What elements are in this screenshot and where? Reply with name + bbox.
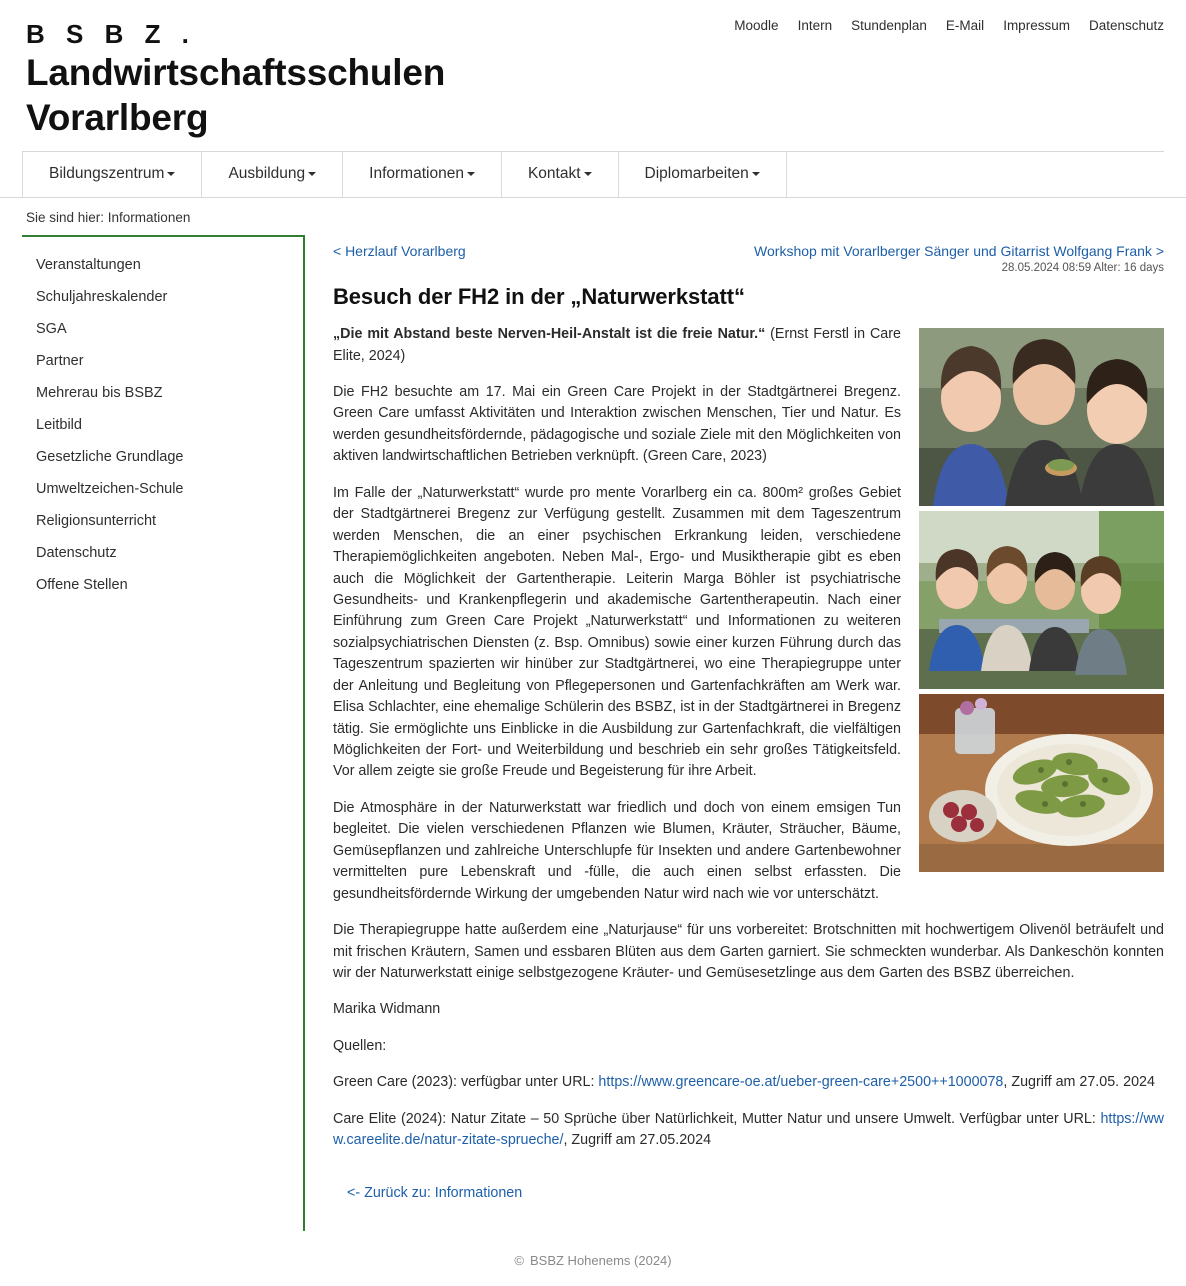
chevron-down-icon: [752, 172, 760, 176]
chevron-down-icon: [167, 172, 175, 176]
source-2-suffix: , Zugriff am 27.05.2024: [563, 1132, 712, 1149]
top-navigation: [734, 18, 1164, 33]
article-image-2: [919, 511, 1164, 689]
sources-heading: Quellen:: [333, 1037, 387, 1054]
sidebar-item-mehrerau-bis-bsbz[interactable]: Mehrerau bis BSBZ: [36, 385, 163, 402]
article-body: [333, 324, 1164, 1230]
nav-item-bildungszentrum-label: Bildungszentrum: [49, 165, 165, 183]
sidebar-item-sga[interactable]: SGA: [36, 321, 67, 338]
breadcrumb: Sie sind hier: Informationen: [26, 210, 191, 226]
site-footer: [0, 1231, 1186, 1286]
source-2-prefix: Care Elite (2024): Natur Zitate – 50 Sprüche über Natürlichkeit, Mutter Natur und unsere Umwelt. Verfügbar unter URL:: [333, 1110, 1101, 1127]
sidebar-item-partner[interactable]: Partner: [36, 353, 84, 370]
source-1-link[interactable]: https://www.greencare-oe.at/ueber-green-care+2500++1000078: [598, 1074, 1004, 1091]
source-item-2: [333, 1109, 1164, 1152]
article-pager: [333, 243, 1164, 274]
nav-item-informationen-label: Informationen: [369, 165, 464, 183]
article: [305, 235, 1164, 1230]
lead-quote-source: (Ernst Ferstl in Care Elite, 2024): [333, 326, 901, 364]
lead-quote-text: „Die mit Abstand beste Nerven-Heil-Anstalt ist die freie Natur.“: [333, 326, 766, 343]
sidebar-item-veranstaltungen[interactable]: Veranstaltungen: [36, 257, 141, 274]
chevron-down-icon: [308, 172, 316, 176]
brand-title-line2: Vorarlberg: [26, 96, 209, 138]
brand-acronym: B S B Z .: [26, 19, 196, 49]
nav-item-ausbildung-label: Ausbildung: [228, 165, 306, 183]
article-image-gallery: [919, 328, 1164, 877]
article-image-3: [919, 694, 1164, 872]
previous-article-link[interactable]: < Herzlauf Vorarlberg: [333, 243, 466, 260]
nav-item-kontakt[interactable]: [502, 152, 619, 197]
nav-item-diplomarbeiten[interactable]: [619, 152, 787, 197]
source-1-suffix: , Zugriff am 27.05. 2024: [1003, 1074, 1155, 1091]
source-1-prefix: Green Care (2023): verfügbar unter URL:: [333, 1074, 599, 1091]
page-title: Besuch der FH2 in der „Naturwerkstatt“: [333, 284, 745, 310]
nav-item-ausbildung[interactable]: [202, 152, 343, 197]
sidebar-item-datenschutz[interactable]: Datenschutz: [36, 545, 117, 562]
sidebar-item-umweltzeichen-schule[interactable]: Umweltzeichen-Schule: [36, 481, 184, 498]
article-image-1: [919, 328, 1164, 506]
topnav-item-datenschutz[interactable]: Datenschutz: [1088, 18, 1164, 33]
sidebar-item-religionsunterricht[interactable]: Religionsunterricht: [36, 513, 157, 530]
topnav-item-intern[interactable]: Intern: [797, 18, 833, 33]
site-header: [0, 0, 1186, 152]
header-divider: [22, 151, 1164, 152]
sidebar: [22, 235, 305, 1230]
article-paragraph-3: Die Atmosphäre in der Naturwerkstatt war friedlich und doch von einem emsigen Tun begleitet. Die vielen verschiedenen Pflanzen wie Blumen, Kräuter, Sträucher, Bäume, Gemüsepflanzen und zahlreiche Unterschlupfe für Insekten und andere Gartenbewohner vermittelten pure Lebenskraft und -fülle, die auch einen selbst erfassten. Die gesundheitsfördernde Wirkung der umgebenden Natur wird nach wie vor unterschätzt.: [333, 799, 901, 902]
sidebar-item-schuljahreskalender[interactable]: Schuljahreskalender: [36, 289, 168, 306]
article-author: Marika Widmann: [333, 1001, 441, 1018]
article-pager-right: [754, 243, 1164, 274]
topnav-item-moodle[interactable]: Moodle: [734, 18, 779, 33]
sidebar-item-leitbild[interactable]: Leitbild: [36, 417, 82, 434]
source-2-link[interactable]: https://www.careelite.de/natur-zitate-sprueche/: [333, 1110, 1164, 1149]
content-area: [0, 235, 1186, 1230]
nav-item-informationen[interactable]: [343, 152, 502, 197]
topnav-item-stundenplan[interactable]: Stundenplan: [851, 18, 927, 33]
sidebar-item-gesetzliche-grundlage[interactable]: Gesetzliche Grundlage: [36, 449, 184, 466]
topnav-item-impressum[interactable]: Impressum: [1003, 18, 1070, 33]
source-item-1: [333, 1072, 1164, 1093]
main-navigation: [0, 152, 1186, 198]
sidebar-item-offene-stellen[interactable]: Offene Stellen: [36, 577, 128, 594]
nav-item-bildungszentrum[interactable]: [22, 152, 202, 197]
chevron-down-icon: [467, 172, 475, 176]
next-article-link[interactable]: Workshop mit Vorarlberger Sänger und Gitarrist Wolfgang Frank >: [754, 243, 1164, 260]
nav-item-kontakt-label: Kontakt: [527, 165, 581, 183]
article-meta: 28.05.2024 08:59 Alter: 16 days: [1001, 262, 1164, 275]
nav-item-diplomarbeiten-label: Diplomarbeiten: [644, 165, 749, 183]
copyright-symbol: ©: [514, 1252, 524, 1268]
chevron-down-icon: [584, 172, 592, 176]
article-paragraph-2: Im Falle der „Naturwerkstatt“ wurde pro mente Vorarlberg ein ca. 800m² großes Gebiet der Stadtgärtnerei Bregenz zur Verfügung gestellt. Zusammen mit dem Tageszentrum werden Menschen, die an einer psychischen Erkrankung leiden, verschiedene Therapiemöglichkeiten angeboten. Neben Mal-, Ergo- und Musiktherapie gibt es eben auch die Möglichkeit der Gartentherapie. Leiterin Marga Böhler ist psychiatrische Gesundheits- und Krankenpflegerin und akademische Gartentherapeutin. Nach einer Einführung zum Green Care Projekt „Naturwerkstatt“ und Informationen zu weiteren sozialpsychiatrischen Diensten (z. Bsp. Omnibus) sowie einer kurzen Führung durch das Tageszentrum spazierten wir hinüber zur Stadtgärtnerei, wo eine Therapiegruppe unter der Anleitung und Begleitung von Pflegepersonen und Gartenfachkräften am Werk war. Elisa Schlachter, eine ehemalige Schülerin des BSBZ, ist in der Stadtgärtnerei in Bregenz tätig. Sie ermöglichte uns Einblicke in die Ausbildung zur Gartenfachkraft, die vielfältigen Möglichkeiten der Fort- und Weiterbildung und beschrieb ein sehr großes Tätigkeitsfeld. Vor allem zeigte sie große Freude und Begeisterung für ihre Arbeit.: [333, 484, 901, 780]
brand-title-line1: Landwirtschaftsschulen: [26, 51, 446, 93]
article-paragraph-1: Die FH2 besuchte am 17. Mai ein Green Care Projekt in der Stadtgärtnerei Bregenz. Green Care umfasst Aktivitäten und Interaktion zwischen Menschen, Tier und Natur. Es werden gesundheitsfördernde, pädagogische und soziale Ziele mit den Möglichkeiten von aktiven landwirtschaftlichen Betrieben verknüpft. (Green Care, 2023): [333, 384, 901, 465]
article-paragraph-4: Die Therapiegruppe hatte außerdem eine „Naturjause“ für uns vorbereitet: Brotschnitten mit hochwertigem Olivenöl beträufelt und mit frischen Kräutern, Samen und essbaren Blüten aus dem Garten garniert. Sie schmeckten wunderbar. Als Dankeschön konnten wir der Naturwerkstatt einige selbstgezogene Kräuter- und Gemüsesetzlinge aus dem Garten des BSBZ überreichen.: [333, 922, 1164, 981]
back-to-informationen-link[interactable]: <- Zurück zu: Informationen: [347, 1184, 523, 1201]
footer-text: BSBZ Hohenems (2024): [529, 1252, 672, 1268]
topnav-item-email[interactable]: E-Mail: [945, 18, 985, 33]
